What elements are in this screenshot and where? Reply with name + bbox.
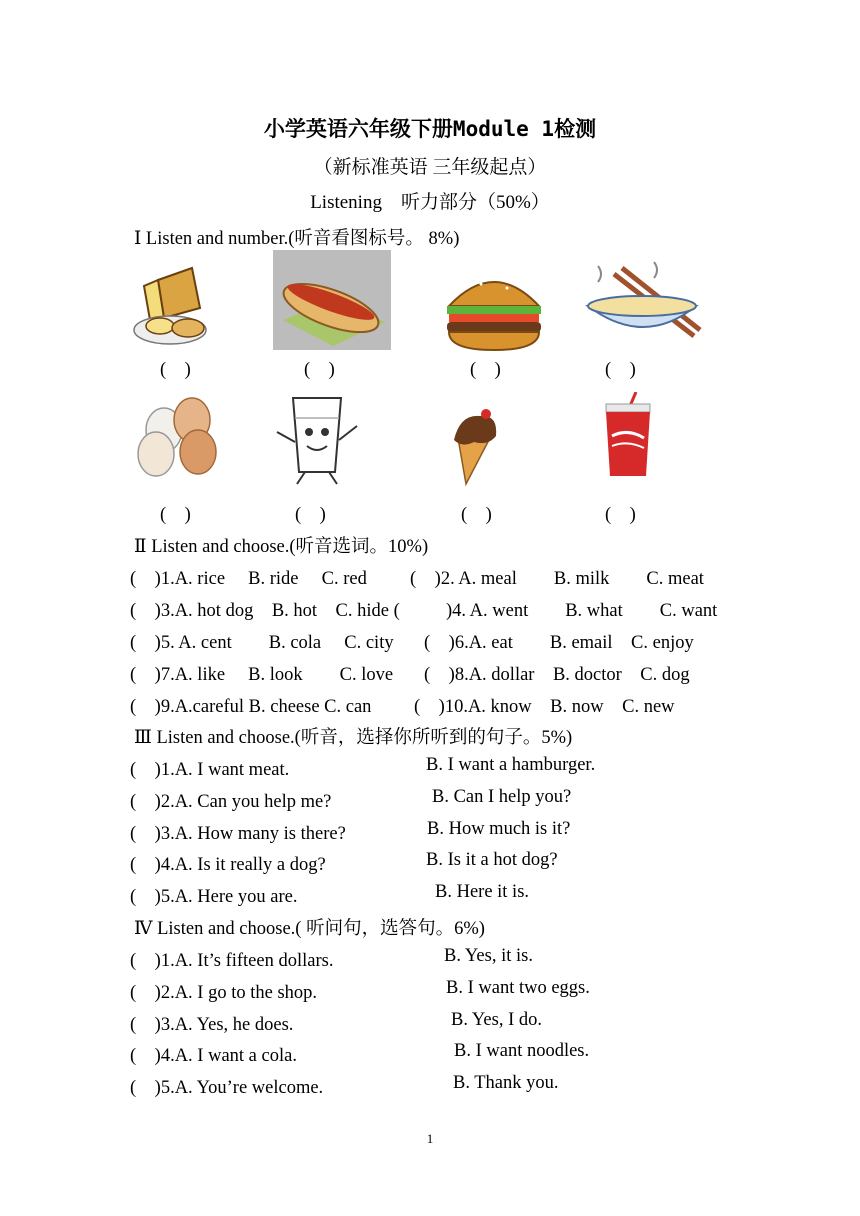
section3-heading: Ⅲ Listen and choose.(听音，选择你所听到的句子。5%) — [134, 728, 573, 748]
question-row: ( )4.A. I want a cola. — [130, 1046, 297, 1066]
question-row: ( )1.A. It’s fifteen dollars. — [130, 951, 334, 971]
question-row: ( )1.A. rice B. ride C. red — [130, 569, 367, 589]
option-b: B. Can I help you? — [432, 787, 572, 807]
answer-blank-8[interactable]: ( ) — [605, 505, 636, 525]
page-number: 1 — [426, 1131, 434, 1146]
option-b: B. Yes, it is. — [444, 946, 533, 966]
option-b: B. Is it a hot dog? — [426, 850, 558, 870]
option-b: B. Here it is. — [435, 882, 530, 902]
noodles-icon — [584, 258, 704, 350]
question-row: ( )3.A. Yes, he does. — [130, 1015, 294, 1035]
question-row: ( )1.A. I want meat. — [130, 760, 290, 780]
milk-icon — [271, 392, 363, 486]
option-b: B. I want two eggs. — [446, 978, 590, 998]
answer-blank-2[interactable]: ( ) — [304, 360, 335, 380]
bread-icon — [130, 258, 216, 350]
page-title — [0, 113, 860, 143]
option-b: B. I want a hamburger. — [426, 755, 596, 775]
option-b: B. Thank you. — [453, 1073, 559, 1093]
question-row: ( )4.A. Is it really a dog? — [130, 855, 326, 875]
cola-icon — [600, 392, 656, 478]
option-b: B. Yes, I do. — [451, 1010, 542, 1030]
option-b: B. I want noodles. — [454, 1041, 590, 1061]
question-row: ( )8.A. dollar B. doctor C. dog — [424, 665, 690, 685]
question-row: ( )2.A. Can you help me? — [130, 792, 332, 812]
title-tail: 检测 — [554, 117, 597, 141]
hamburger-icon — [441, 258, 547, 354]
section4-heading: Ⅳ Listen and choose.( 听问句，选答句。6%) — [134, 919, 485, 939]
ice-cream-icon — [444, 402, 520, 486]
title-module: Module 1 — [452, 117, 555, 141]
question-row: ( )10.A. know B. now C. new — [414, 697, 675, 717]
answer-blank-1[interactable]: ( ) — [160, 360, 191, 380]
eggs-icon — [130, 388, 228, 482]
title-chinese: 小学英语六年级下册 — [263, 117, 453, 141]
question-row: ( )5. A. cent B. cola C. city — [130, 633, 394, 653]
question-row: ( )3.A. hot dog B. hot C. hide ( — [130, 601, 400, 621]
answer-blank-4[interactable]: ( ) — [605, 360, 636, 380]
question-row: ( )5.A. Here you are. — [130, 887, 298, 907]
part-heading: Listening 听力部分（50%） — [310, 192, 550, 213]
question-row: )4. A. went B. what C. want — [446, 601, 718, 621]
question-row: ( )7.A. like B. look C. love — [130, 665, 394, 685]
answer-blank-5[interactable]: ( ) — [160, 505, 191, 525]
question-row: ( )2. A. meal B. milk C. meat — [410, 569, 704, 589]
answer-blank-6[interactable]: ( ) — [295, 505, 326, 525]
question-row: ( )2.A. I go to the shop. — [130, 983, 318, 1003]
answer-blank-3[interactable]: ( ) — [470, 360, 501, 380]
section2-heading: Ⅱ Listen and choose.(听音选词。10%) — [134, 537, 429, 557]
question-row: ( )6.A. eat B. email C. enjoy — [424, 633, 694, 653]
question-row: ( )3.A. How many is there? — [130, 824, 346, 844]
option-b: B. How much is it? — [427, 819, 571, 839]
hot-dog-icon — [273, 250, 391, 350]
section1-heading: Ⅰ Listen and number.(听音看图标号。 8%) — [134, 229, 460, 249]
question-row: ( )5.A. You’re welcome. — [130, 1078, 324, 1098]
answer-blank-7[interactable]: ( ) — [461, 505, 492, 525]
subtitle: （新标准英语 三年级起点） — [313, 157, 547, 178]
question-row: ( )9.A.careful B. cheese C. can — [130, 697, 372, 717]
